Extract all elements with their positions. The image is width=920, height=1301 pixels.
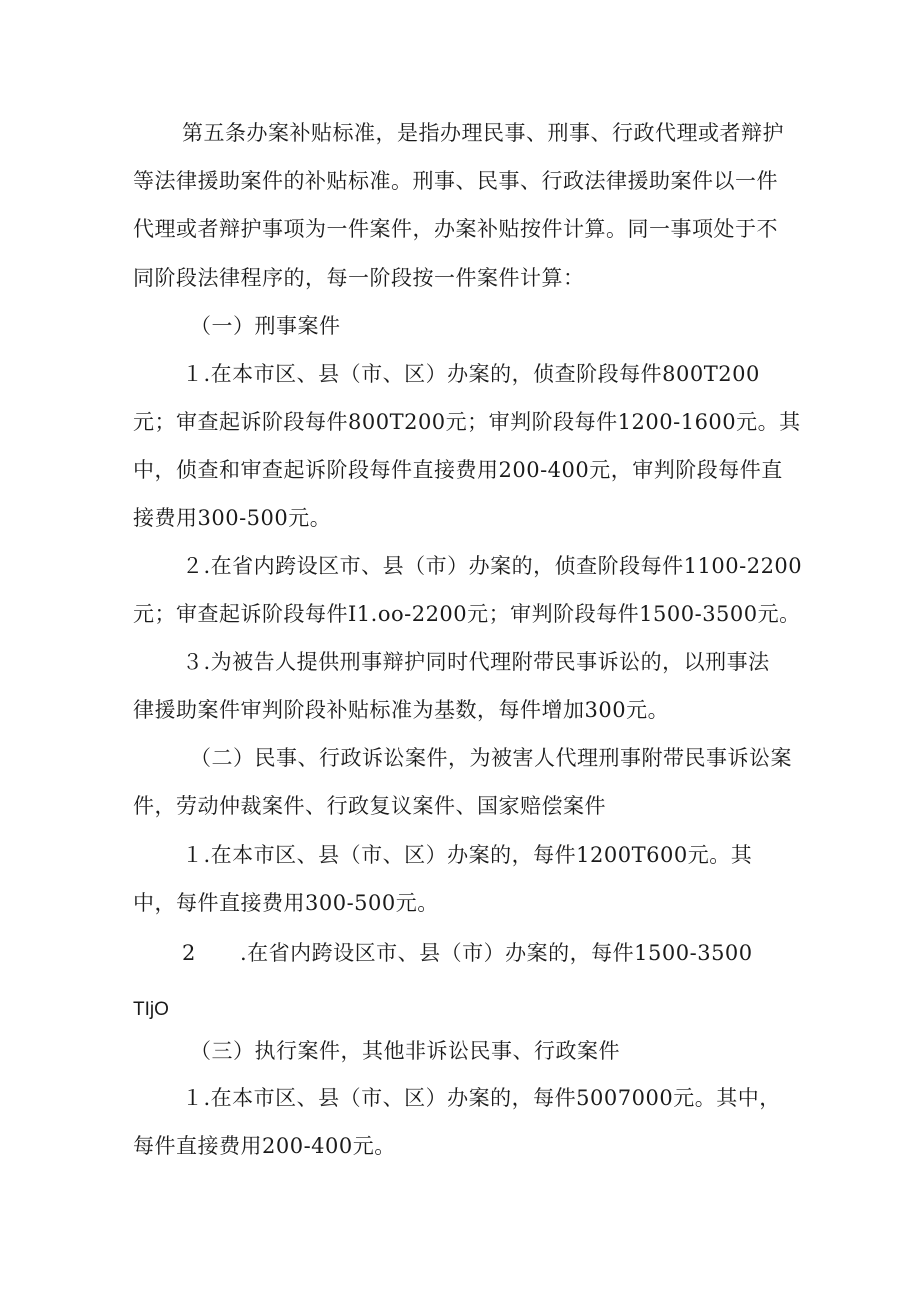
paragraph-line: 等法律援助案件的补贴标准。刑事、民事、行政法律援助案件以一件 <box>133 169 778 193</box>
paragraph-line: 同阶段法律程序的，每一阶段按一件案件计算： <box>133 266 585 290</box>
paragraph-line: 每件直接费用200-400元。 <box>133 1134 396 1158</box>
paragraph-line: TIjO <box>133 999 169 1020</box>
paragraph-line: １.在本市区、县（市、区）办案的，每件5007000元。其中， <box>182 1086 781 1110</box>
paragraph-line: 元；审查起诉阶段每件I1.oo-2200元；审判阶段每件1500-3500元。 <box>133 602 801 626</box>
paragraph-line: 代理或者辩护事项为一件案件，办案补贴按件计算。同一事项处于不 <box>133 217 778 241</box>
paragraph-line: 律援助案件审判阶段补贴标准为基数，每件增加300元。 <box>133 698 670 722</box>
paragraph-line: 接费用300-500元。 <box>133 506 332 530</box>
paragraph-line: １.在本市区、县（市、区）办案的，每件1200T600元。其 <box>182 843 753 867</box>
paragraph-line: 件，劳动仲裁案件、行政复议案件、国家赔偿案件 <box>133 794 606 818</box>
paragraph-line: 中，侦查和审查起诉阶段每件直接费用200-400元，审判阶段每件直 <box>133 458 783 482</box>
paragraph-line: ３.为被告人提供刑事辩护同时代理附带民事诉讼的，以刑事法 <box>182 650 770 674</box>
paragraph-line: 中，每件直接费用300-500元。 <box>133 891 439 915</box>
section-heading: （一）刑事案件 <box>190 314 341 338</box>
list-number: 2 <box>182 941 196 965</box>
paragraph-line: 第五条办案补贴标准，是指办理民事、刑事、行政代理或者辩护 <box>182 121 784 145</box>
section-heading: （三）执行案件，其他非诉讼民事、行政案件 <box>190 1039 620 1063</box>
paragraph-line: １.在本市区、县（市、区）办案的，侦查阶段每件800T200 <box>182 362 760 386</box>
paragraph-line: 元；审查起诉阶段每件800T200元；审判阶段每件1200-1600元。其 <box>133 410 801 434</box>
paragraph-line: ２.在省内跨设区市、县（市）办案的，侦查阶段每件1100-2200 <box>182 554 803 578</box>
paragraph-line: .在省内跨设区市、县（市）办案的，每件1500-3500 <box>240 941 753 965</box>
section-heading: （二）民事、行政诉讼案件，为被害人代理刑事附带民事诉讼案 <box>190 746 792 770</box>
